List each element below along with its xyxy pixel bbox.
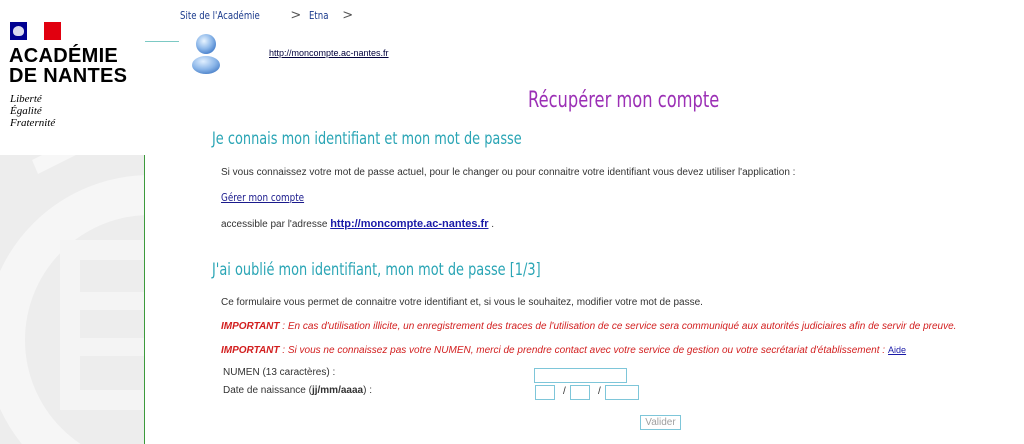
section-forgot-intro: Ce formulaire vous permet de connaitre votre identifiant et, si vous le souhaitez, modifier votre mot de passe.: [221, 297, 703, 308]
header-underline: [145, 41, 179, 42]
numen-label: NUMEN (13 caractères) :: [223, 367, 336, 378]
motto-liberte: Liberté: [10, 93, 42, 105]
sidebar-separator: [144, 155, 145, 444]
breadcrumb-separator: >: [290, 8, 302, 23]
motto-egalite: Égalité: [10, 105, 42, 117]
section-known-intro: Si vous connaissez votre mot de passe actuel, pour le changer ou pour connaitre votre identifiant vous devez utiliser l'application :: [221, 167, 796, 178]
validate-button[interactable]: Valider: [640, 415, 681, 430]
important-warning-numen: [221, 345, 906, 356]
birth-day-input[interactable]: [535, 385, 555, 400]
moncompte-header-link[interactable]: http://moncompte.ac-nantes.fr: [269, 48, 389, 58]
academy-name-line2: DE NANTES: [9, 65, 128, 87]
motto-fraternite: Fraternité: [10, 117, 56, 129]
academy-logo[interactable]: [0, 0, 145, 155]
academy-watermark-logo: [0, 150, 145, 444]
help-link[interactable]: Aide: [888, 345, 907, 355]
sidebar: [0, 0, 145, 444]
breadcrumb: [180, 8, 361, 23]
section-forgot-title: J'ai oublié mon identifiant, mon mot de passe [1/3]: [212, 260, 541, 280]
academy-name-line1: ACADÉMIE: [9, 45, 119, 67]
address-suffix: .: [491, 219, 495, 230]
republic-motto: [10, 93, 55, 129]
french-flag-icon: [10, 22, 61, 40]
manage-account-link[interactable]: Gérer mon compte: [221, 191, 305, 204]
breadcrumb-separator: >: [342, 8, 354, 23]
breadcrumb-academy-link[interactable]: Site de l'Académie: [180, 9, 260, 22]
moncompte-address-link[interactable]: http://moncompte.ac-nantes.fr: [330, 218, 489, 230]
page-title: Récupérer mon compte: [528, 88, 720, 113]
numen-input[interactable]: [534, 368, 627, 383]
address-prefix: accessible par l'adresse: [221, 219, 328, 230]
marianne-icon: [13, 26, 24, 36]
birthdate-format: jj/mm/aaaa: [311, 385, 364, 396]
birthdate-label-prefix: Date de naissance (: [223, 385, 312, 396]
birth-year-input[interactable]: [605, 385, 639, 400]
academy-name: [9, 46, 127, 86]
date-separator: /: [598, 386, 601, 397]
important-text-2: : Si vous ne connaissez pas votre NUMEN, merci de prendre contact avec votre service de gestion ou votre secrétariat d'établissement :: [279, 345, 886, 356]
user-avatar-icon: [191, 32, 221, 74]
birth-month-input[interactable]: [570, 385, 590, 400]
birthdate-label-suffix: ) :: [363, 385, 372, 396]
important-warning-legal: [221, 321, 956, 332]
important-label: IMPORTANT: [221, 345, 280, 356]
date-separator: /: [563, 386, 566, 397]
important-text-1: : En cas d'utilisation illicite, un enregistrement des traces de l'utilisation de ce service sera communiqué aux autorités judiciaires afin de servir de preuve.: [279, 321, 957, 332]
section-known-address: [221, 218, 494, 230]
section-known-title: Je connais mon identifiant et mon mot de passe: [212, 129, 522, 149]
birthdate-label: [223, 385, 372, 396]
breadcrumb-etna-link[interactable]: Etna: [309, 9, 329, 22]
important-label: IMPORTANT: [221, 321, 280, 332]
